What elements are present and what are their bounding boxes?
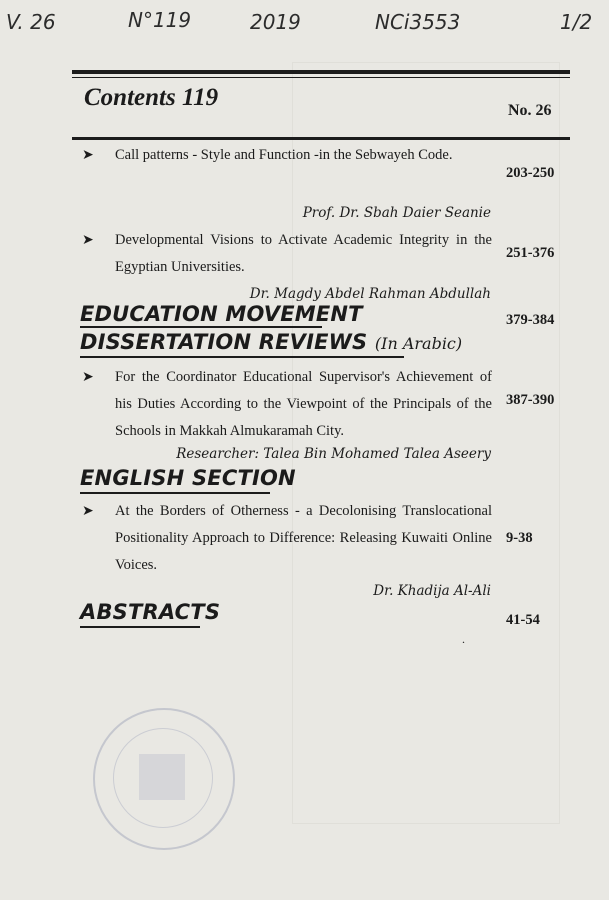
entry-title: For the Coordinator Educational Supervisor's Achievement of his Duties According to the Viewpoint of the Principals of the Schools in Makkah Almukaramah City.	[115, 369, 492, 439]
entry-title: Developmental Visions to Activate Academic Integrity in the Egyptian Universities.	[115, 232, 492, 275]
stamp-core	[139, 754, 185, 800]
handwritten-code: NCi3553	[375, 10, 461, 34]
toc-entry[interactable]	[82, 227, 492, 281]
section-underline	[80, 492, 270, 494]
issue-number: No. 26	[508, 102, 552, 119]
section-heading-education-movement: EDUCATION MOVEMENT	[80, 302, 363, 326]
header-rule-thick	[72, 70, 570, 74]
handwritten-number: N°119	[128, 8, 192, 32]
library-stamp-icon	[93, 708, 235, 850]
handwritten-part: 1/2	[560, 10, 593, 34]
arrow-icon: ➤	[82, 233, 94, 248]
entry-author: Dr. Magdy Abdel Rahman Abdullah	[249, 286, 491, 302]
section-heading-english: ENGLISH SECTION	[80, 466, 296, 490]
header-rule-bottom	[72, 137, 570, 140]
entry-pages: 387-390	[506, 392, 555, 408]
section-heading-abstracts: ABSTRACTS	[80, 600, 221, 624]
page-title: Contents 119	[84, 84, 219, 111]
arrow-icon: ➤	[82, 148, 94, 163]
toc-entry[interactable]	[82, 498, 492, 579]
section-underline	[80, 326, 322, 328]
arrow-icon: ➤	[82, 504, 94, 519]
stray-dot: .	[462, 632, 465, 646]
entry-title: At the Borders of Otherness - a Decolonising Translocational Positionality Approach to Difference: Releasing Kuwaiti Online Voices.	[115, 503, 492, 573]
toc-entry[interactable]	[82, 142, 492, 169]
entry-author: Researcher: Talea Bin Mohamed Talea Aseery	[176, 446, 491, 462]
entry-pages: 203-250	[506, 165, 555, 181]
handwritten-year: 2019	[250, 10, 301, 34]
section-pages: 379-384	[506, 312, 555, 328]
arrow-icon: ➤	[82, 370, 94, 385]
entry-title: Call patterns - Style and Function -in the Sebwayeh Code.	[115, 147, 453, 163]
section-underline	[80, 626, 200, 628]
handwritten-volume: V. 26	[6, 10, 56, 34]
section-pages: 41-54	[506, 612, 540, 628]
section-language-note: (In Arabic)	[374, 334, 463, 353]
entry-author: Dr. Khadija Al-Ali	[373, 583, 491, 599]
header-rule-thin	[72, 77, 570, 78]
entry-author: Prof. Dr. Sbah Daier Seanie	[302, 205, 491, 221]
toc-entry[interactable]	[82, 364, 492, 445]
section-underline	[80, 356, 404, 358]
entry-pages: 251-376	[506, 245, 555, 261]
section-heading-dissertation-reviews	[80, 330, 462, 354]
entry-pages: 9-38	[506, 530, 533, 546]
section-heading-text: DISSERTATION REVIEWS	[80, 330, 368, 354]
